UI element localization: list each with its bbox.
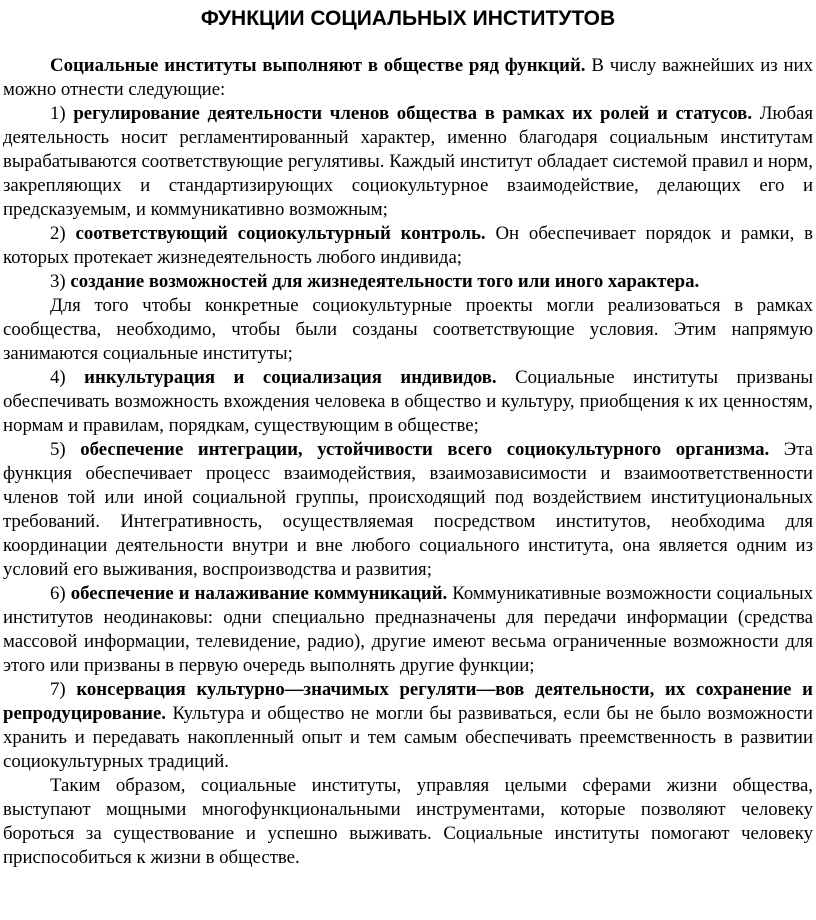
function-2-text: Он обеспечивает порядок и рамки, в которых протекает жизнедеятельность любого индивида; — [3, 223, 813, 268]
function-2-number: 2) — [50, 223, 66, 244]
function-1-number: 1) — [50, 103, 66, 124]
function-6-heading: обеспечение и налаживание коммуникаций. — [70, 583, 448, 604]
conclusion-paragraph: Таким образом, социальные институты, управляя целыми сферами жизни общества, выступают мощными многофункциональными инструментами, которые позволяют человеку бороться за существование и успешно выживать. Социальные институты помогают человеку приспособиться к жизни в обществе. — [3, 775, 813, 868]
function-4-number: 4) — [50, 367, 66, 388]
function-5-paragraph — [3, 438, 813, 582]
document-title: ФУНКЦИИ СОЦИАЛЬНЫХ ИНСТИТУТОВ — [200, 7, 616, 30]
function-5-number: 5) — [50, 439, 66, 460]
function-2-paragraph — [3, 222, 813, 270]
intro-rest: В числу важнейших из них можно отнести следующие: — [3, 55, 813, 100]
function-1-heading: регулирование деятельности членов общества в рамках их ролей и статусов. — [73, 103, 753, 124]
function-3-heading: создание возможностей для жизнедеятельности того или иного характера. — [70, 271, 700, 292]
function-4-paragraph — [3, 366, 813, 438]
function-4-text: Социальные институты призваны обеспечивать возможность вхождения человека в общество и культуру, приобщения к их ценностям, нормам и правилам, порядкам, существующим в обществе; — [3, 367, 813, 436]
function-3-number: 3) — [50, 271, 66, 292]
function-7-number: 7) — [50, 679, 66, 700]
function-7-paragraph — [3, 678, 813, 774]
intro-paragraph — [3, 54, 813, 102]
function-4-heading: инкультурация и социализация индивидов. — [84, 367, 497, 388]
function-7-text: Культура и общество не могли бы развиваться, если бы не было возможности хранить и передавать накопленный опыт и тем самым обеспечивать преемственность в развитии социокультурных традиций. — [3, 703, 813, 772]
function-7-heading: консервация культурно—значимых регуляти—вов деятельности, их сохранение и репродуцирование. — [3, 679, 813, 724]
function-1-paragraph — [3, 102, 813, 222]
function-6-number: 6) — [50, 583, 66, 604]
function-3-continuation-text: Для того чтобы конкретные социокультурные проекты могли реализоваться в рамках сообщества, необходимо, чтобы были созданы соответствующие условия. Этим напрямую занимаются социальные институты; — [3, 295, 813, 364]
intro-lead: Социальные институты выполняют в обществе ряд функций. — [50, 55, 586, 76]
function-3-paragraph — [3, 270, 813, 294]
document-body — [3, 54, 813, 870]
function-6-text: Коммуникативные возможности социальных институтов неодинаковы: одни специально предназначены для передачи информации (средства массовой информации, телевидение, радио), другие имеют весьма ограниченные возможности для этого или призваны в первую очередь выполнять другие функции; — [3, 583, 813, 676]
function-5-text: Эта функция обеспечивает процесс взаимодействия, взаимозависимости и взаимоответственности членов той или иной социальной группы, происходящий под воздействием институциональных требований. Интегративность, осуществляемая посредством институтов, необходима для координации деятельности внутри и вне любого социального института, она является одним из условий его выживания, воспроизводства и развития; — [3, 439, 813, 580]
function-3-continuation — [3, 294, 813, 366]
function-5-heading: обеспечение интеграции, устойчивости всего социокультурного организма. — [80, 439, 770, 460]
function-1-text: Любая деятельность носит регламентированный характер, именно благодаря социальным институтам вырабатываются соответствующие регулятивы. Каждый институт обладает системой правил и норм, закрепляющих и стандартизирующих социокультурное взаимодействие, делающих его и предсказуемым, и коммуникативно возможным; — [3, 103, 813, 220]
function-6-paragraph — [3, 582, 813, 678]
function-2-heading: соответствующий социокультурный контроль. — [75, 223, 486, 244]
